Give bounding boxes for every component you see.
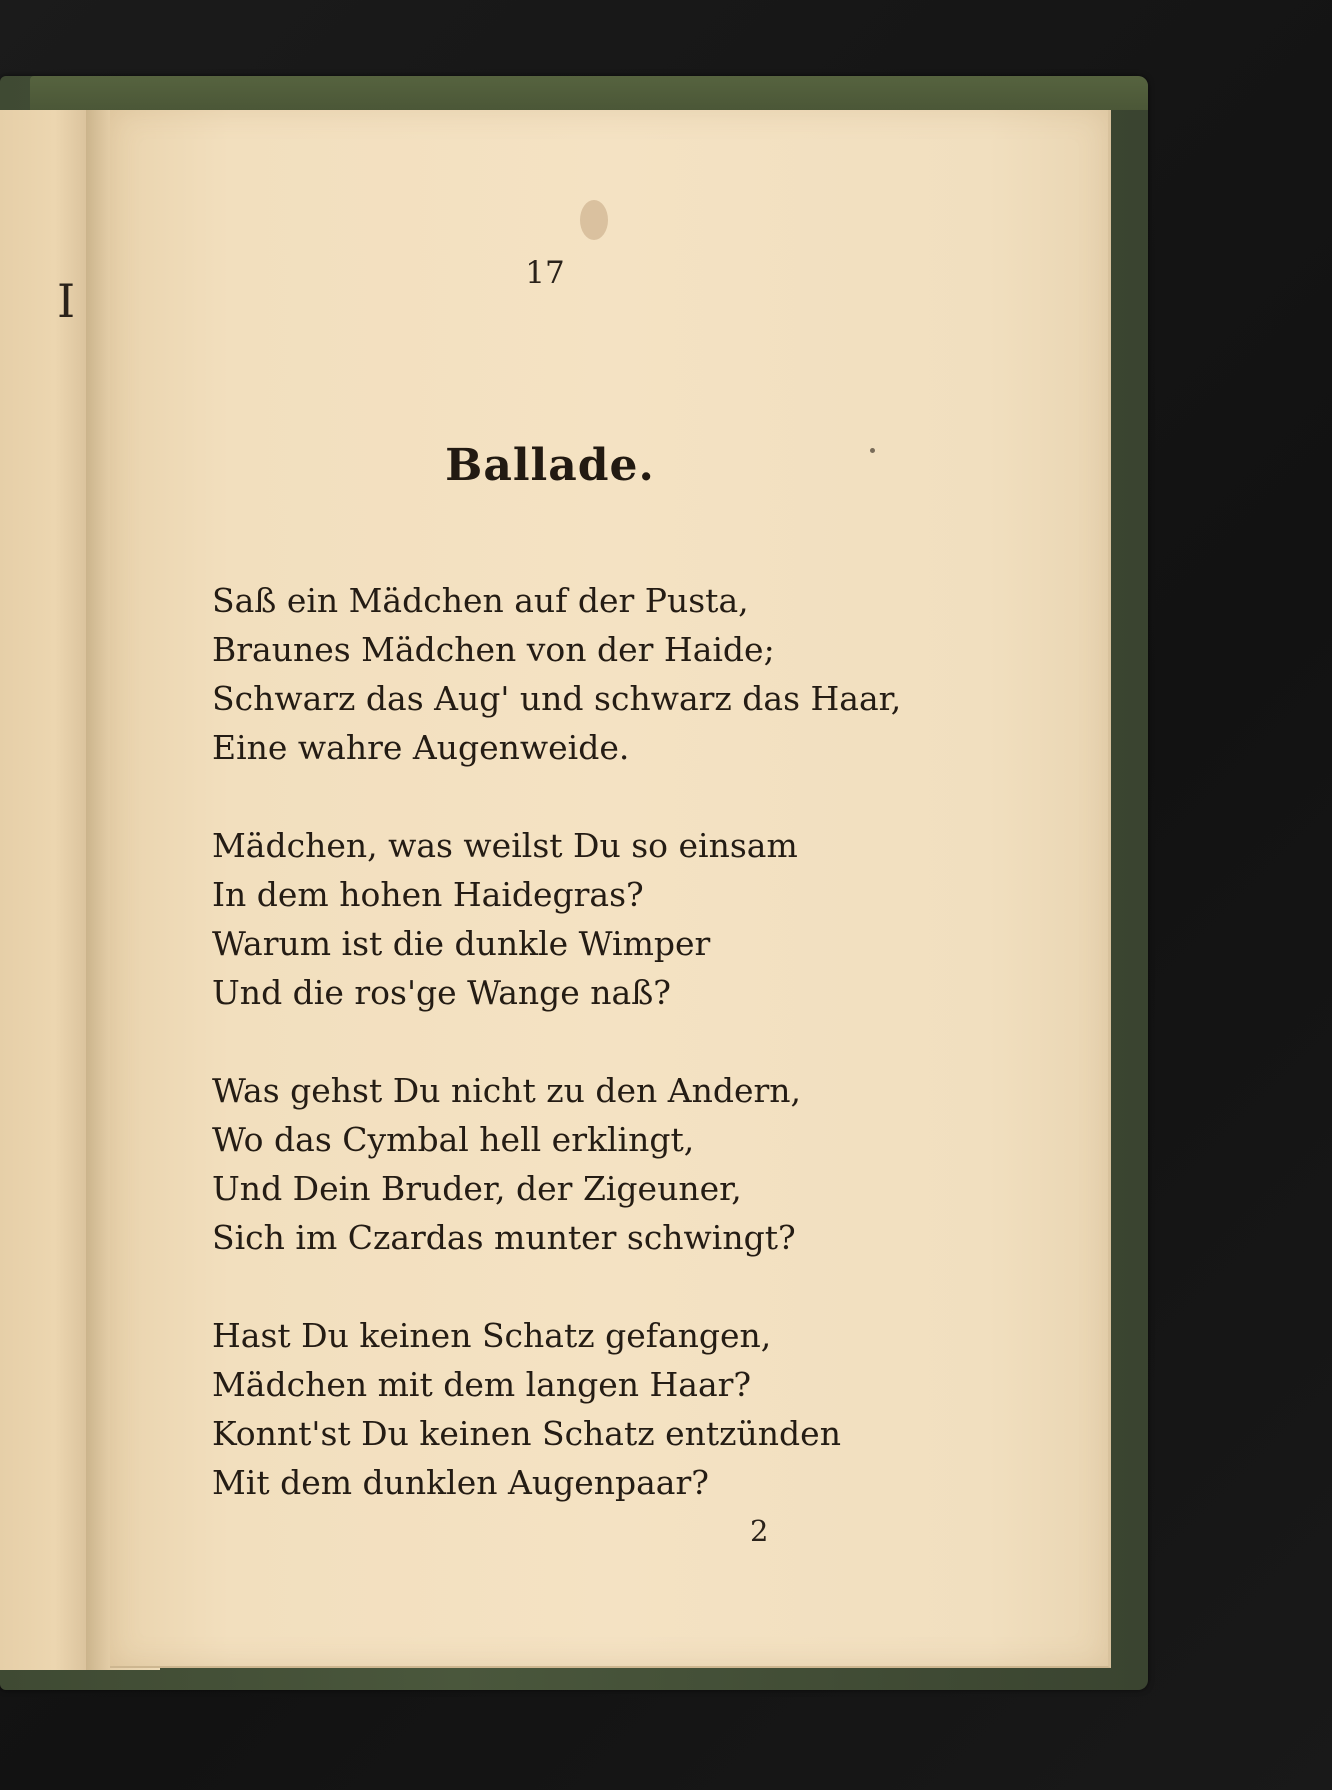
poem-line: Eine wahre Augenweide. xyxy=(212,728,630,767)
poem-line: Braunes Mädchen von der Haide; xyxy=(212,630,775,669)
poem-line: Hast Du keinen Schatz gefangen, xyxy=(212,1316,772,1355)
poem-line: Mit dem dunklen Augenpaar? xyxy=(212,1463,709,1502)
page-number: 17 xyxy=(525,255,565,291)
poem-line: Und Dein Bruder, der Zigeuner, xyxy=(212,1169,742,1208)
poem-line: Mädchen mit dem langen Haar? xyxy=(212,1365,752,1404)
poem-line: Saß ein Mädchen auf der Pusta, xyxy=(212,581,749,620)
poem-line: Schwarz das Aug' und schwarz das Haar, xyxy=(212,679,902,718)
poem-line: Was gehst Du nicht zu den Andern, xyxy=(212,1071,802,1110)
paper-stain xyxy=(580,200,608,240)
cover-top-edge xyxy=(30,76,1148,110)
poem-line: Und die ros'ge Wange naß? xyxy=(212,973,671,1012)
stanza xyxy=(212,576,1012,772)
stanza xyxy=(212,1066,1012,1262)
poem-line: Mädchen, was weilst Du so einsam xyxy=(212,826,798,865)
signature-mark: 2 xyxy=(750,1514,769,1548)
poem-line: Konnt'st Du keinen Schatz entzünden xyxy=(212,1414,841,1453)
stanza xyxy=(212,1311,1012,1507)
left-page xyxy=(0,110,93,1670)
poem-line: Wo das Cymbal hell erklingt, xyxy=(212,1120,695,1159)
stanza xyxy=(212,821,1012,1017)
poem-line: Warum ist die dunkle Wimper xyxy=(212,924,711,963)
poem-line: In dem hohen Haidegras? xyxy=(212,875,644,914)
left-page-text-fragment: I xyxy=(57,274,76,328)
poem-body xyxy=(212,576,1012,1556)
paper-stain xyxy=(870,448,875,453)
poem-line: Sich im Czardas munter schwingt? xyxy=(212,1218,796,1257)
poem-title: Ballade. xyxy=(445,440,655,491)
